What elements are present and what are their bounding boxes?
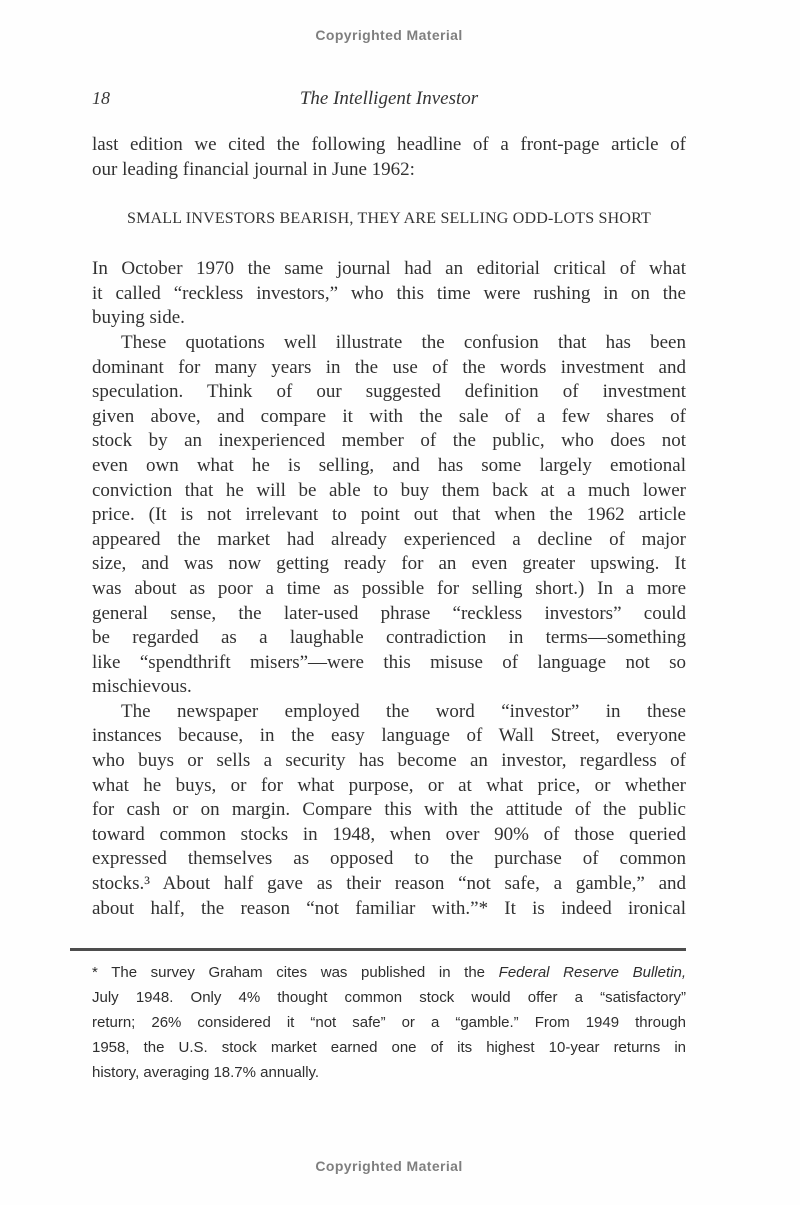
text-line: was about as poor a time as possible for selling short.) In a more [92,577,686,599]
text-line: price. (It is not irrelevant to point out that when the 1962 article [92,504,686,526]
text-line: general sense, the later-used phrase “reckless investors” could [92,602,686,624]
body-paragraph [92,331,686,700]
text-line: what he buys, or for what purpose, or at what price, or whether [92,774,686,796]
text-line: 1958, the U.S. stock market earned one of its highest 10-year returns in [92,1039,686,1056]
text-line: instances because, in the easy language of Wall Street, everyone [92,725,686,747]
running-head [92,88,686,112]
text-line: The newspaper employed the word “investor” in these [121,700,686,722]
text-line: expressed themselves as opposed to the purchase of common [92,848,686,870]
text-line: even own what he is selling, and has some largely emotional [92,454,686,476]
text-line: stock by an inexperienced member of the public, who does not [92,430,686,452]
text-line: last edition we cited the following headline of a front-page article of [92,134,686,155]
news-headline: SMALL INVESTORS BEARISH, THEY ARE SELLING ODD-LOTS SHORT [126,210,652,228]
copyright-notice-top: Copyrighted Material [315,27,463,43]
text-line: dominant for many years in the use of the words investment and [92,356,686,378]
text-line: conviction that he will be able to buy them back at a much lower [92,479,686,501]
text-line: given above, and compare it with the sale of a few shares of [92,405,686,427]
text-line: size, and was now getting ready for an even greater upswing. It [92,553,686,575]
text-line: be regarded as a laughable contradiction in terms—something [92,627,686,649]
page-number: 18 [92,88,110,108]
text-line: history, averaging 18.7% annually. [92,1064,320,1081]
italic-text: Federal Reserve Bulletin, [498,964,686,981]
text-line: like “spendthrift misers”—were this misuse of language not so [92,651,686,673]
body-paragraph [92,700,686,921]
text-line: July 1948. Only 4% thought common stock would offer a “satisfactory” [92,989,686,1006]
text-line: mischievous. [92,676,192,698]
text-line: stocks.³ About half gave as their reason “not safe, a gamble,” and [92,873,686,895]
text-line: who buys or sells a security has become an investor, regardless of [92,750,686,772]
text-line: it called “reckless investors,” who this time were rushing in on the [92,282,686,304]
text-line: These quotations well illustrate the confusion that has been [121,331,686,353]
footnote [92,960,686,1085]
text-line: speculation. Think of our suggested definition of investment [92,381,686,403]
body-paragraph [92,133,686,182]
text-line: buying side. [92,307,185,329]
text-line: In October 1970 the same journal had an editorial critical of what [92,258,686,280]
body-text [92,133,686,921]
running-title: The Intelligent Investor [299,88,479,109]
text-line: return; 26% considered it “not safe” or a “gamble.” From 1949 through [92,1014,686,1031]
copyright-notice-bottom: Copyrighted Material [315,1158,463,1174]
footnote-divider [70,948,686,951]
text-line: toward common stocks in 1948, when over 90% of those queried [92,823,686,845]
text-line: about half, the reason “not familiar with.”* It is indeed ironical [92,897,686,919]
body-paragraph [92,257,686,331]
text-line: appeared the market had already experienced a decline of major [92,528,686,550]
text-line: our leading financial journal in June 1962: [92,158,415,180]
text-segment: * The survey Graham cites was published in the [92,964,499,981]
text-line [92,960,686,985]
text-line: for cash or on margin. Compare this with the attitude of the public [92,799,686,821]
